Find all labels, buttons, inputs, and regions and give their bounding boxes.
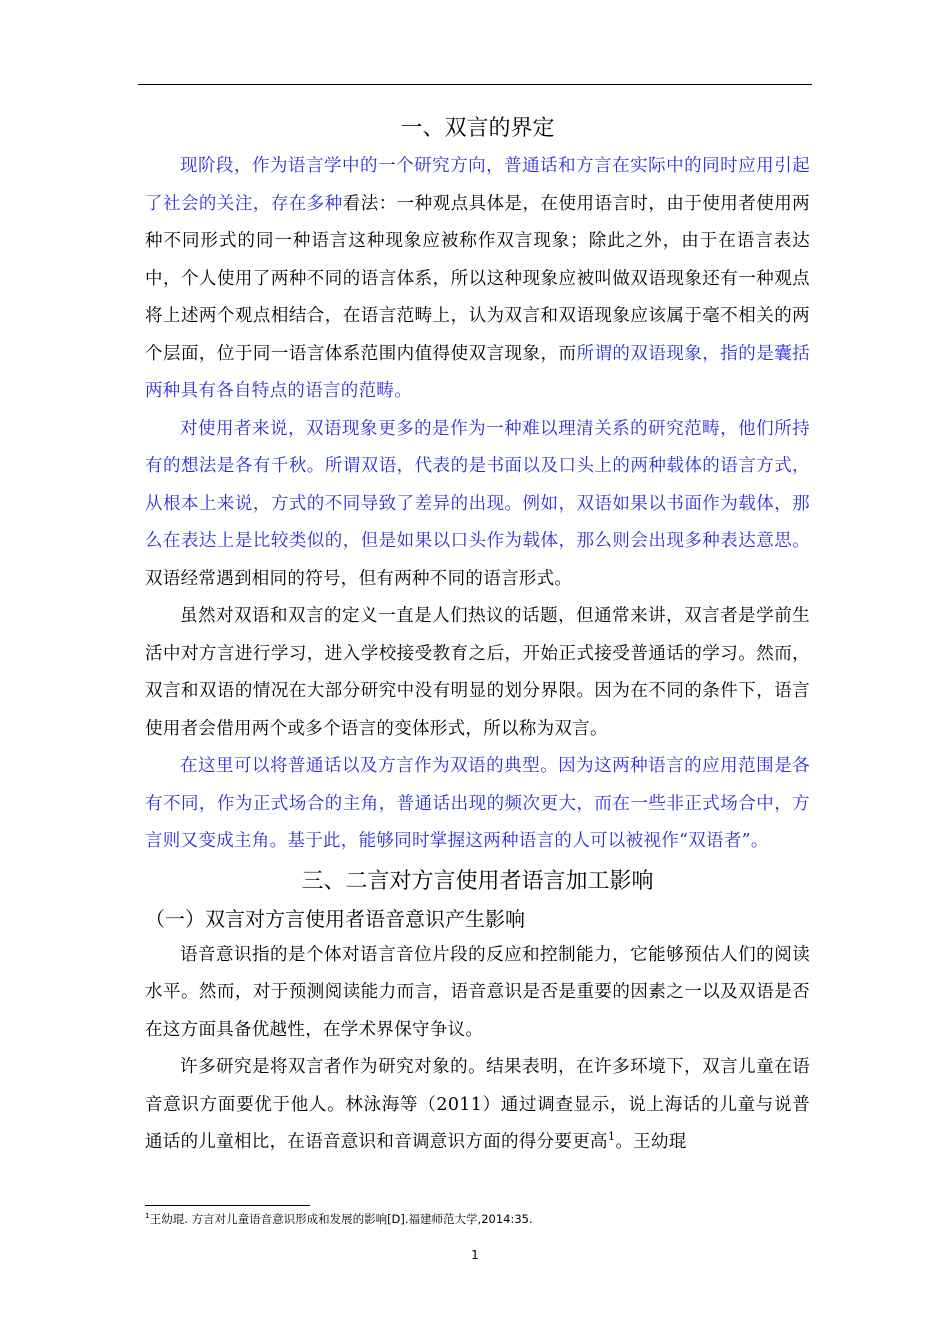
highlighted-text: 现阶段，作为语言学中的一个研究方向，普通话和方言在实际中的同时应用引起了社会的关注，存在多种 <box>145 156 810 214</box>
footnote-ref[interactable]: 1 <box>607 1129 616 1144</box>
highlighted-text: 对使用者来说，双语现象更多的是作为一种难以理清关系的研究范畴，他们所持有的想法是各有千秋。所谓双语，代表的是书面以及口头上的两种载体的语言方式，从根本上来说，方式的不同导致了差异的出现。例如，双语如果以书面作为载体，那么在表达上是比较类似的，但是如果以口头作为载体，那么则会出现多种表达意思。 <box>145 418 810 551</box>
footnote-text: 王幼琨. 方言对儿童语音意识形成和发展的影响[D].福建师范大学,2014:35. <box>149 1212 533 1226</box>
highlighted-text: 所谓的双语现象，指的是囊括两种具有各自特点的语言的范畴。 <box>145 343 810 401</box>
paragraph-text: 双语经常遇到相同的符号，但有两种不同的语言形式。 <box>145 568 573 589</box>
paragraph-text: 看法：一种观点具体是，在使用语言时，由于使用者使用两种不同形式的同一种语言这种现象应被称作双言现象；除此之外，由于在语言表达中，个人使用了两种不同的语言体系，所以这种现象应被叫做双语现象还有一种观点将上述两个观点相结合，在语言范畴上，认为双言和双语现象应该属于毫不相关的两个层面，位于同一语言体系范围内值得使双言现象，而 <box>145 193 810 364</box>
paragraph <box>145 598 810 748</box>
paragraph-text: 虽然对双语和双言的定义一直是人们热议的话题，但通常来讲，双言者是学前生活中对方言进行学习，进入学校接受教育之后，开始正式接受普通话的学习。然而，双言和双语的情况在大部分研究中没有明显的划分界限。因为在不同的条件下，语言使用者会借用两个或多个语言的变体形式，所以称为双言。 <box>145 606 810 739</box>
footnote-mark: 1 <box>145 1211 150 1221</box>
paragraph: 语音意识指的是个体对语言音位片段的反应和控制能力，它能够预估人们的阅读水平。然而，对于预测阅读能力而言，语音意识是否是重要的因素之一以及双语是否在这方面具备优越性，在学术界保守争议。 <box>145 944 810 1040</box>
paragraph <box>145 748 810 861</box>
paragraph <box>145 148 810 411</box>
highlighted-text: 在这里可以将普通话以及方言作为双语的典型。因为这两种语言的应用范围是各有不同，作为正式场合的主角，普通话出现的频次更大，而在一些非正式场合中，方言则又变成主角。基于此，能够同时掌握这两种语言的人可以被视作“双语者”。 <box>145 756 810 851</box>
paragraph <box>145 1049 810 1162</box>
section-heading-3: 三、二言对方言使用者语言加工影响 <box>301 868 654 894</box>
footnote <box>145 1211 533 1227</box>
paragraph <box>145 411 810 599</box>
paragraph-text: 许多研究是将双言者作为研究对象的。结果表明，在许多环境下，双言儿童在语音意识方面要优于他人。林泳海等（2011）通过调查显示，说上海话的儿童与说普通话的儿童相比，在语音意识和音调意识方面的得分要更高 <box>145 1057 810 1152</box>
header-rule <box>138 84 812 85</box>
subsection-heading-1: （一）双言对方言使用者语音意识产生影响 <box>145 906 525 931</box>
main-content <box>145 110 810 1162</box>
paragraph-text: 。王幼琨 <box>615 1132 687 1152</box>
footnote-rule <box>145 1205 310 1206</box>
page-number: 1 <box>471 1248 479 1262</box>
section-1-body <box>145 148 810 861</box>
section-heading-1: 一、双言的界定 <box>400 116 555 141</box>
